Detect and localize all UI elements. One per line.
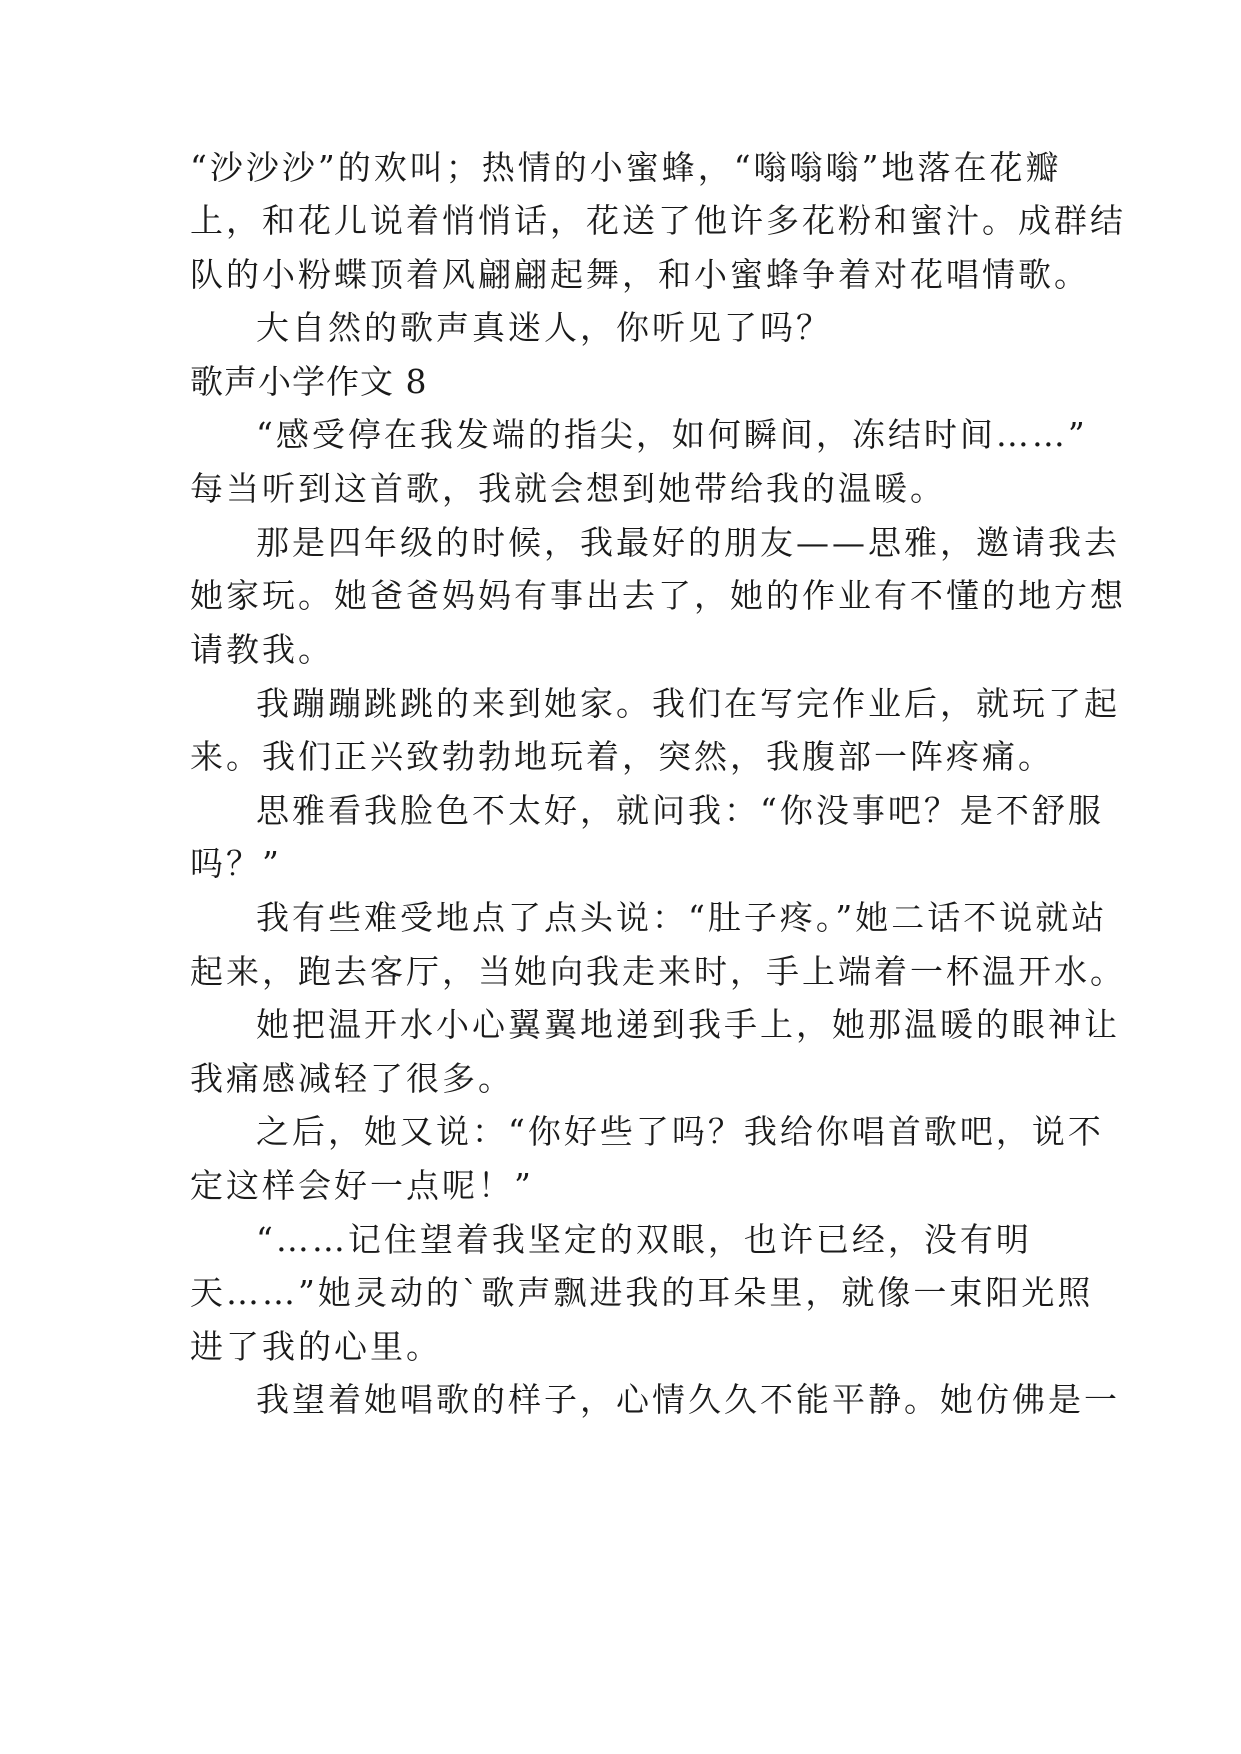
text-line: 来。我们正兴致勃勃地玩着，突然，我腹部一阵疼痛。 <box>190 737 1054 776</box>
text-line: 那是四年级的时候，我最好的朋友——思雅，邀请我去 <box>256 523 1120 562</box>
text-line: 大自然的歌声真迷人，你听见了吗？ <box>256 308 832 347</box>
text-line: 我痛感减轻了很多。 <box>190 1059 514 1098</box>
text-line: 她把温开水小心翼翼地递到我手上，她那温暖的眼神让 <box>256 1005 1120 1044</box>
text-line: 请教我。 <box>190 630 334 669</box>
text-line: “感受停在我发端的指尖，如何瞬间，冻结时间……” <box>256 415 1088 454</box>
text-line: 每当听到这首歌，我就会想到她带给我的温暖。 <box>190 469 946 508</box>
text-line: “……记住望着我坚定的双眼，也许已经，没有明 <box>256 1220 1032 1259</box>
text-line: 吗？” <box>190 844 282 883</box>
text-line: 我有些难受地点了点头说：“肚子疼。”她二话不说就站 <box>256 898 1108 937</box>
text-line: 进了我的心里。 <box>190 1327 442 1366</box>
text-line: “沙沙沙”的欢叫；热情的小蜜蜂，“嗡嗡嗡”地落在花瓣 <box>190 148 1062 187</box>
text-line: 思雅看我脸色不太好，就问我：“你没事吧？是不舒服 <box>256 791 1104 830</box>
section-heading: 歌声小学作文 8 <box>190 362 428 401</box>
text-line: 定这样会好一点呢！” <box>190 1166 534 1205</box>
text-line: 天……”她灵动的`歌声飘进我的耳朵里，就像一束阳光照 <box>190 1273 1094 1312</box>
text-line: 我望着她唱歌的样子，心情久久不能平静。她仿佛是一 <box>256 1380 1120 1419</box>
text-line: 我蹦蹦跳跳的来到她家。我们在写完作业后，就玩了起 <box>256 684 1120 723</box>
text-line: 队的小粉蝶顶着风翩翩起舞，和小蜜蜂争着对花唱情歌。 <box>190 255 1090 294</box>
text-line: 之后，她又说：“你好些了吗？我给你唱首歌吧，说不 <box>256 1112 1104 1151</box>
text-line: 上，和花儿说着悄悄话，花送了他许多花粉和蜜汁。成群结 <box>190 201 1126 240</box>
text-line: 起来，跑去客厅，当她向我走来时，手上端着一杯温开水。 <box>190 952 1126 991</box>
text-line: 她家玩。她爸爸妈妈有事出去了，她的作业有不懂的地方想 <box>190 576 1126 615</box>
